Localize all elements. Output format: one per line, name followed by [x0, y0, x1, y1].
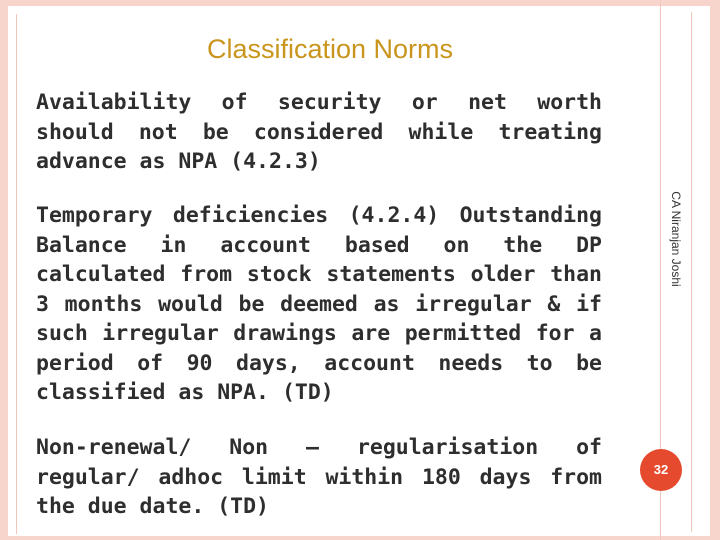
paragraph-temporary-deficiencies: Temporary deficiencies (4.2.4) Outstanding Balance in account based on the DP calculated from stock statements older than 3 months would be deemed as irregular & if such irregular drawings are permitted for a period of 90 days, account needs to be classified as NPA. (TD): [36, 203, 602, 405]
author-label: CA Niranjan Joshi: [669, 191, 683, 287]
paragraph-security: Availability of security or net worth should not be considered while treating advance as NPA (4.2.3): [36, 90, 602, 174]
outer-right-divider: [691, 12, 692, 532]
page-number-badge: 32: [640, 449, 682, 491]
left-divider: [16, 14, 17, 534]
slide-title: Classification Norms: [206, 34, 454, 64]
paragraph-non-renewal: Non-renewal/ Non – regularisation of regular/ adhoc limit within 180 days from the due date. (TD): [36, 435, 602, 519]
